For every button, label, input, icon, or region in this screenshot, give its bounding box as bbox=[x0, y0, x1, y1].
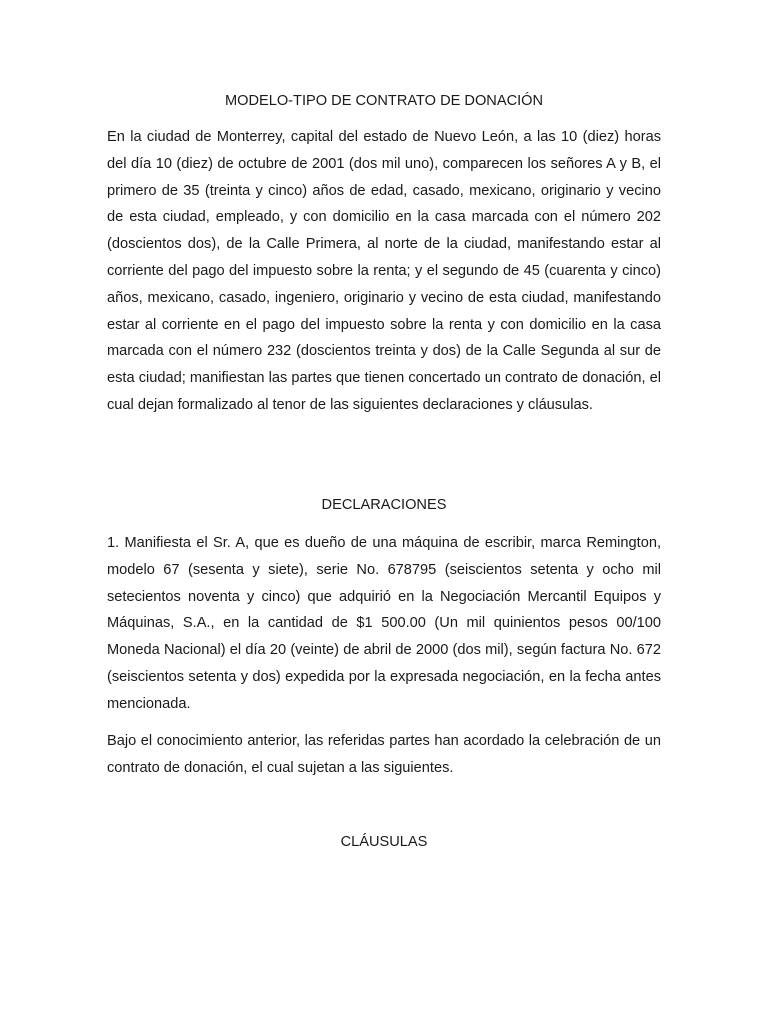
declarations-heading: DECLARACIONES bbox=[321, 497, 447, 513]
clauses-heading: CLÁUSULAS bbox=[340, 834, 428, 850]
declaration-paragraph: 1. Manifiesta el Sr. A, que es dueño de una máquina de escribir, marca Remington, modelo 67 (sesenta y siete), serie No. 678795 (seiscientos setenta y ocho mil setecientos noventa y cinco) que adquirió en la Negociación Mercantil Equipos y Máquinas, S.A., en la cantidad de $1 500.00 (Un mil quinientos pesos 00/100 Moneda Nacional) el día 20 (veinte) de abril de 2000 (dos mil), según factura No. 672 (seiscientos setenta y dos) expedida por la expresada negociación, en la fecha antes mencionada. bbox=[107, 535, 661, 712]
intro-paragraph: En la ciudad de Monterrey, capital del estado de Nuevo León, a las 10 (diez) horas del día 10 (diez) de octubre de 2001 (dos mil uno), comparecen los señores A y B, el primero de 35 (treinta y cinco) años de edad, casado, mexicano, originario y vecino de esta ciudad, empleado, y con domicilio en la casa marcada con el número 202 (doscientos dos), de la Calle Primera, al norte de la ciudad, manifestando estar al corriente del pago del impuesto sobre la renta; y el segundo de 45 (cuarenta y cinco) años, mexicano, casado, ingeniero, originario y vecino de esta ciudad, manifestando estar al corriente en el pago del impuesto sobre la renta y con domicilio en la casa marcada con el número 232 (doscientos treinta y dos) de la Calle Segunda al sur de esta ciudad; manifiestan las partes que tienen concertado un contrato de donación, el cual dejan formalizado al tenor de las siguientes declaraciones y cláusulas. bbox=[107, 129, 661, 413]
closing-paragraph: Bajo el conocimiento anterior, las referidas partes han acordado la celebración de un contrato de donación, el cual sujetan a las siguientes. bbox=[107, 733, 661, 776]
document-title: MODELO-TIPO DE CONTRATO DE DONACIÓN bbox=[224, 93, 544, 109]
